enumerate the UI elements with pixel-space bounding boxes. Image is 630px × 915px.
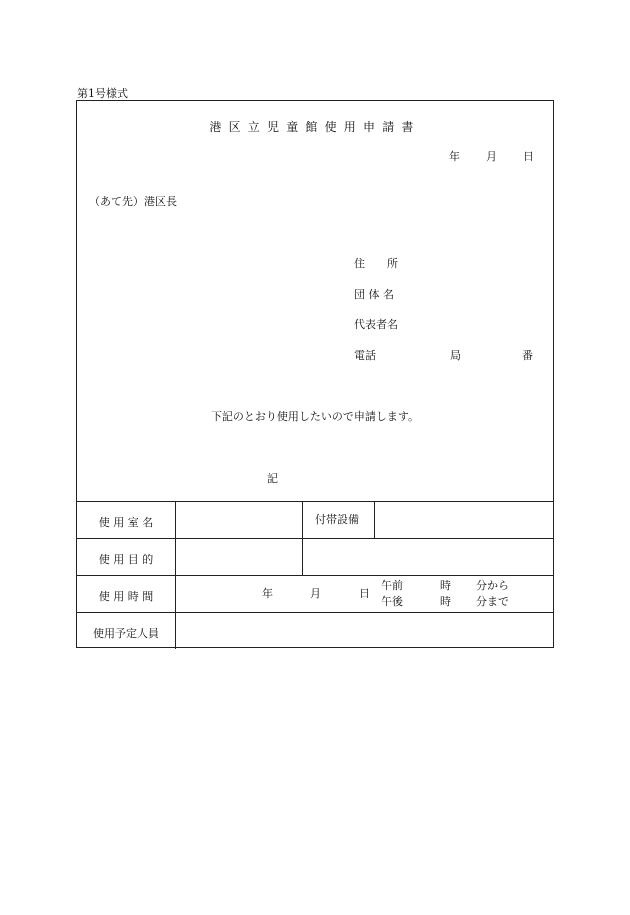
ki-mark: 記 [267,472,278,485]
equipment-label: 付帯設備 [315,513,359,526]
hour-label-end: 時 [440,595,451,608]
am-label: 午前 [381,579,403,592]
form-number-label: 第1号様式 [77,87,128,100]
representative-label: 代表者名 [354,318,398,331]
group-name-label: 団 体 名 [354,288,394,301]
phone-number-label: 番 [522,349,533,362]
pm-label: 午後 [381,595,403,608]
minute-to-label: 分まで [476,595,509,608]
date-month: 月 [486,150,497,163]
addressee: （あて先）港区長 [89,195,177,208]
table-row-line [77,575,553,576]
usage-year: 年 [262,587,273,600]
room-name-field[interactable] [176,502,301,537]
expected-people-label: 使用予定人員 [93,627,159,640]
minute-from-label: 分から [476,579,509,592]
equipment-field[interactable] [375,502,553,537]
application-form [76,100,554,648]
hour-label-start: 時 [440,579,451,592]
phone-exchange-label: 局 [450,349,461,362]
request-text: 下記のとおり使用したいので申請します。 [210,410,420,423]
usage-time-label: 使 用 時 間 [98,590,154,603]
room-name-label: 使 用 室 名 [98,516,154,529]
purpose-label: 使 用 目 的 [98,553,154,566]
phone-label: 電話 [354,349,376,362]
usage-day: 日 [359,587,370,600]
purpose-field[interactable] [176,539,553,574]
usage-month: 月 [310,587,321,600]
date-day: 日 [523,150,534,163]
address-label: 住 所 [354,257,398,270]
date-year: 年 [449,150,460,163]
form-title: 港区立児童館使用申請書 [209,120,421,134]
expected-people-field[interactable] [176,613,553,648]
